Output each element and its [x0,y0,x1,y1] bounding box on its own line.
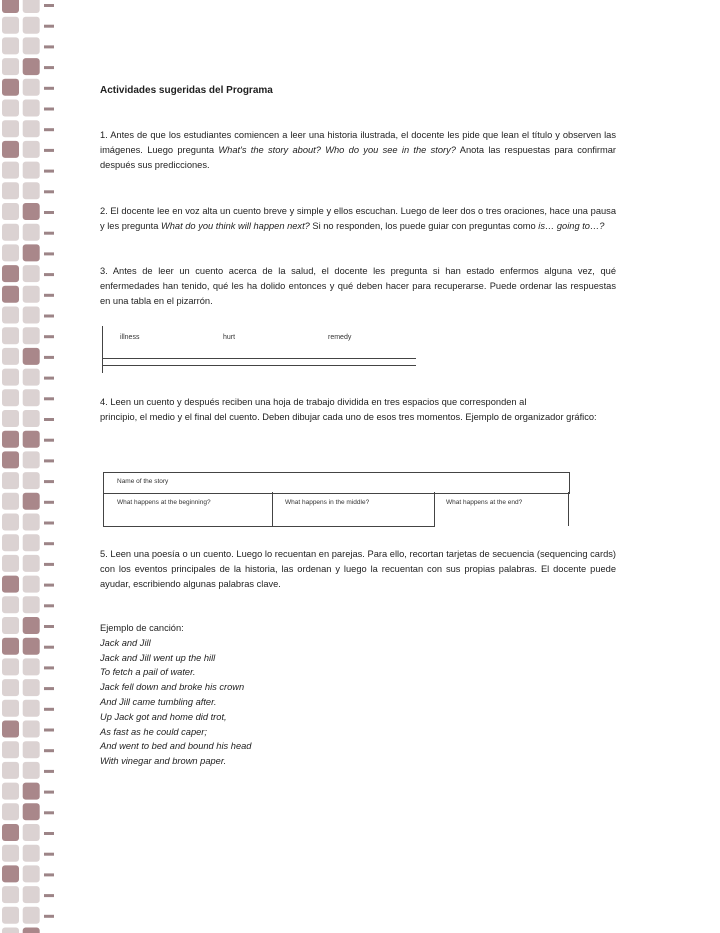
activity-text-segment: 1. Antes de que los estudiantes comiencen a leer una historia ilustrada, el docente les pide que lean el título y observen las imágenes. Luego pregunta [100,130,616,155]
activity-text-segment: principio, el medio y el final del cuento. Deben dibujar cada uno de esos tres momentos. Ejemplo de organizador gráfico: [100,412,597,422]
song-label: Ejemplo de canción: [100,623,184,633]
health-answers-table [100,326,416,373]
activity-text-segment: What do you think will happen next? [160,221,310,231]
song-line: To fetch a pail of water. [100,667,196,678]
activity-1 [100,128,616,173]
song-line: Jack fell down and broke his crown [100,682,245,693]
graphic-organizer [103,472,569,526]
table-header-hurt: hurt [223,334,236,341]
song-line: With vinegar and brown paper. [100,756,227,767]
activity-text-segment: 2. El docente lee en voz alta un cuento breve y simple y ellos escuchan. Luego de leer dos o tres oraciones, hace una pausa y les pregunta [100,206,616,231]
activity-4 [100,395,616,425]
organizer-title-row [103,472,570,494]
activity-text-segment: 5. Leen una poesía o un cuento. Luego lo recuentan en parejas. Para ello, recortan tarjetas de secuencia (sequencing cards) con los eventos principales de la historia, las ordenan y luego la recuentan con sus propias palabras. El docente puede ayudar, escribiendo algunas palabras clave. [100,549,616,589]
activity-2 [100,204,616,234]
activity-text-segment: What's the story about? Who do you see in the story? [218,145,456,155]
organizer-cell-end [434,492,569,526]
song-line: Jack and Jill went up the hill [100,652,216,663]
organizer-cell-middle [271,492,435,527]
activity-text-segment: 4. Leen un cuento y después reciben una hoja de trabajo dividida en tres espacios que corresponden al [100,397,527,407]
organizer-cell-beginning [103,492,273,527]
table-header-illness: illness [120,334,140,341]
organizer-col-middle: What happens in the middle? [285,499,370,506]
activity-3 [100,264,616,309]
table-line [102,358,416,359]
table-line [102,365,416,366]
activity-text-segment: Anota las respuestas para confirmar después sus predicciones. [100,145,616,170]
organizer-col-end: What happens at the end? [446,499,523,506]
activity-text-segment: 3. Antes de leer un cuento acerca de la salud, el docente les pregunta si han estado enfermos alguna vez, qué enfermedades han tenido, qué les ha dolido entonces y qué deben hacer para recuperarse. Puede ordenar las respuestas en una tabla en el pizarrón. [100,266,616,306]
organizer-col-beginning: What happens at the beginning? [117,499,211,506]
activity-5 [100,547,616,592]
organizer-title: Name of the story [117,478,169,485]
song-line: And Jill came tumbling after. [100,696,217,707]
song-line: Jack and Jill [100,637,151,648]
song-line: As fast as he could caper; [100,726,207,737]
table-header-remedy: remedy [328,334,352,341]
decorative-grid-border [0,0,54,933]
song-example [100,621,251,769]
document-title: Actividades sugeridas del Programa [100,85,273,96]
song-line: And went to bed and bound his head [100,741,252,752]
activity-text-segment: is… going to…? [538,221,605,231]
song-line: Up Jack got and home did trot, [100,711,227,722]
activity-text-segment: Si no responden, los puede guiar con preguntas como [309,221,539,231]
